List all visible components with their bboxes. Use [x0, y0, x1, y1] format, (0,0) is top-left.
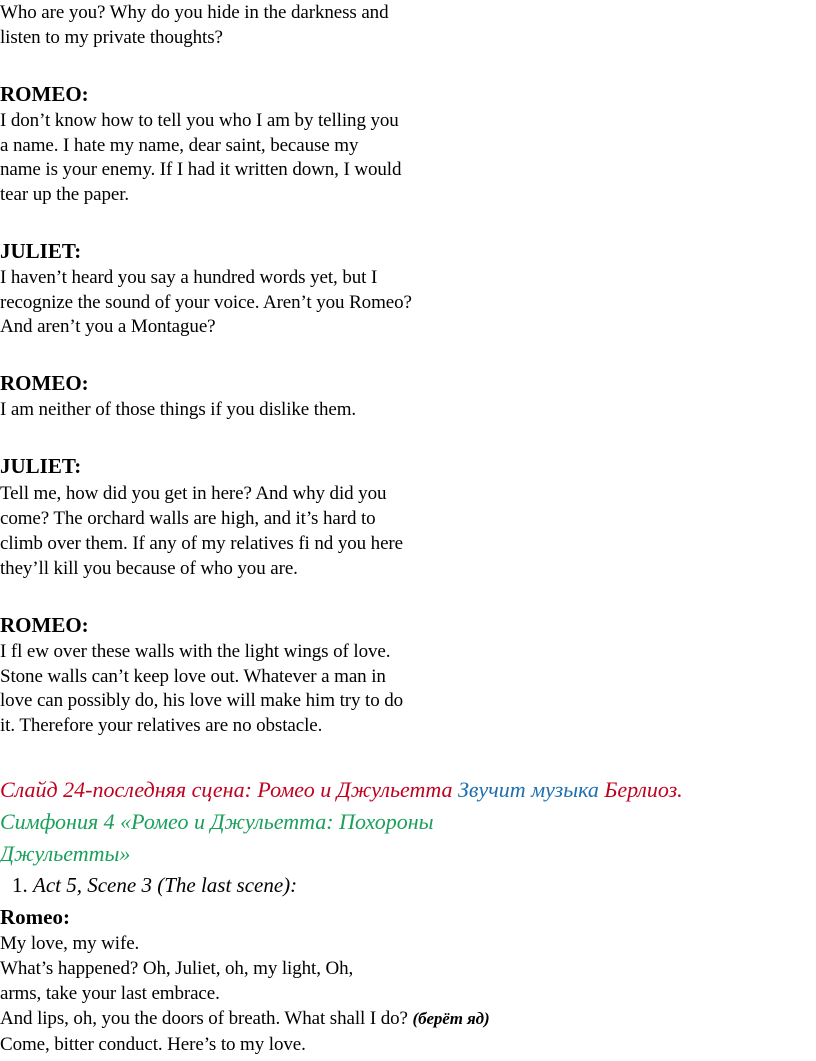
text-line: And aren’t you a Montague? [0, 316, 216, 337]
slide-subtitle: Джульетты» [0, 841, 131, 866]
text-line [0, 1007, 490, 1031]
text-line: Tell me, how did you get in here? And why did you [0, 483, 387, 504]
slide-title: Слайд 24-последняя сцена: Ромео и Джульетта [0, 777, 453, 802]
speaker-heading: JULIET: [0, 454, 82, 478]
text-line: Stone walls can’t keep love out. Whatever a man in [0, 666, 386, 687]
text-line: Who are you? Why do you hide in the darkness and [0, 2, 389, 23]
text-line: a name. I hate my name, dear saint, because my [0, 135, 359, 156]
text-line-main: And lips, oh, you the doors of breath. What shall I do? [0, 1008, 408, 1029]
slide-music-label: Звучит [458, 777, 526, 802]
speaker-heading: JULIET: [0, 239, 82, 263]
speaker-heading: ROMEO: [0, 371, 89, 395]
slide-composer: Берлиоз. [604, 777, 683, 802]
text-line: I haven’t heard you say a hundred words yet, but I [0, 267, 378, 288]
text-line: arms, take your last embrace. [0, 983, 220, 1004]
slide-heading [0, 776, 683, 804]
act-title: Act 5, Scene 3 (The last scene): [33, 873, 298, 897]
text-line: I am neither of those things if you dislike them. [0, 399, 357, 420]
text-line: climb over them. If any of my relatives fi nd you here [0, 533, 403, 554]
text-line: My love, my wife. [0, 933, 140, 954]
text-line: I fl ew over these walls with the light wings of love. [0, 641, 391, 662]
text-line: listen to my private thoughts? [0, 27, 223, 48]
list-number: 1. [12, 873, 28, 897]
text-line: name is your enemy. If I had it written down, I would [0, 159, 402, 180]
text-line: I don’t know how to tell you who I am by telling you [0, 110, 399, 131]
text-line: it. Therefore your relatives are no obstacle. [0, 715, 323, 736]
text-line: Come, bitter conduct. Here’s to my love. [0, 1034, 306, 1055]
text-line: they’ll kill you because of who you are. [0, 558, 298, 579]
stage-remark: (берёт яд) [412, 1009, 490, 1028]
text-line: recognize the sound of your voice. Aren’t you Romeo? [0, 292, 412, 313]
speaker-heading: ROMEO: [0, 613, 89, 637]
act-heading [12, 872, 297, 898]
slide-subtitle: Симфония 4 «Ромео и Джульетта: Похороны [0, 809, 434, 834]
text-line: love can possibly do, his love will make him try to do [0, 690, 404, 711]
text-line: What’s happened? Oh, Juliet, oh, my light, Oh, [0, 958, 354, 979]
text-line: tear up the paper. [0, 184, 130, 205]
speaker-heading: ROMEO: [0, 82, 89, 106]
slide-music-label: музыка [531, 777, 599, 802]
text-line: come? The orchard walls are high, and it’s hard to [0, 508, 376, 529]
speaker-heading: Romeo: [0, 905, 70, 929]
